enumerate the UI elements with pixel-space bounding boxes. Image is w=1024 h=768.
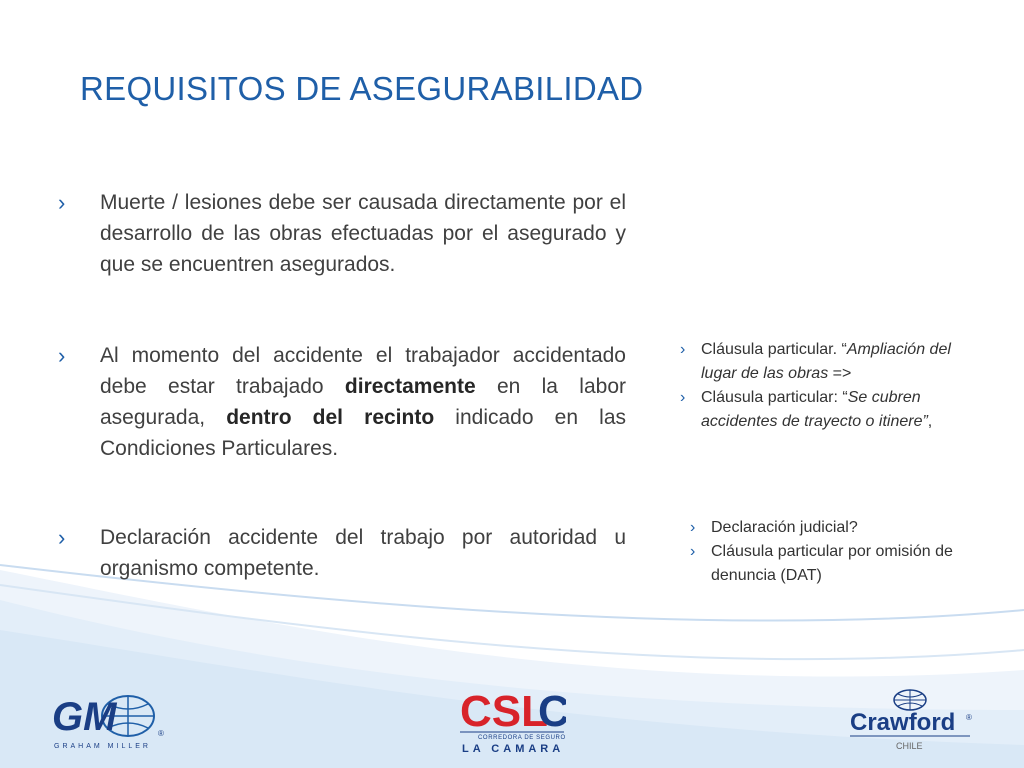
bullet-text-part: en la labor asegurada, bbox=[100, 375, 626, 429]
side-note-text: Cláusula particular. “ bbox=[701, 341, 847, 358]
bullet-text-part: Muerte / lesiones debe ser causada directamente por el desarrollo de las obras efectuadas por el asegurado y que se encuentren asegurados. bbox=[100, 191, 626, 276]
side-note-text: Cláusula particular por omisión de denuncia (DAT) bbox=[711, 543, 953, 584]
bullet-marker: › bbox=[690, 543, 696, 560]
bullet-marker: › bbox=[690, 519, 696, 536]
bullet-text bbox=[100, 187, 626, 280]
crawford-mark: Crawford bbox=[850, 709, 956, 736]
bullet-text-bold: dentro del recinto bbox=[226, 406, 435, 429]
bullet-marker: › bbox=[680, 389, 686, 406]
bullet-text bbox=[100, 522, 626, 584]
cslc-caption: LA CAMARA bbox=[462, 743, 565, 755]
bullet-marker: › bbox=[58, 343, 66, 368]
cslc-logo-mark bbox=[460, 686, 566, 756]
globe-icon bbox=[50, 692, 170, 752]
side-note-tail: , bbox=[927, 413, 933, 430]
bullet-item bbox=[58, 187, 626, 280]
side-notes-declaration bbox=[690, 516, 980, 588]
graham-miller-mark: GM bbox=[52, 695, 117, 739]
bullet-marker: › bbox=[58, 525, 66, 550]
cslc-mark-red: CSL bbox=[460, 687, 548, 736]
crawford-caption: CHILE bbox=[896, 741, 923, 751]
crawford-logo bbox=[848, 688, 978, 754]
slide-title: REQUISITOS DE ASEGURABILIDAD bbox=[80, 70, 644, 107]
cslc-mark-blue: C bbox=[538, 687, 566, 736]
bullet-item bbox=[58, 522, 626, 584]
side-note-text: Cláusula particular: “ bbox=[701, 389, 848, 406]
cslc-la-camara-logo bbox=[460, 686, 566, 756]
crawford-logo-mark bbox=[848, 688, 978, 754]
side-note-item bbox=[690, 516, 980, 540]
graham-miller-caption: GRAHAM MILLER bbox=[54, 743, 151, 750]
registered-mark: ® bbox=[966, 713, 972, 722]
side-note-italic: Se cubren accidentes de trayecto o itinere” bbox=[701, 389, 928, 430]
bullet-text bbox=[100, 340, 626, 464]
side-note-tail: => bbox=[828, 365, 852, 382]
bullet-text-bold: directamente bbox=[344, 375, 476, 398]
graham-miller-logo bbox=[50, 692, 170, 752]
cslc-subtitle: CORREDORA DE SEGUROS bbox=[478, 735, 566, 741]
side-notes-clauses bbox=[680, 338, 980, 434]
side-note-italic: Ampliación del lugar de las obras bbox=[701, 341, 951, 382]
bullet-text-part: Declaración accidente del trabajo por autoridad u organismo competente. bbox=[100, 526, 626, 580]
bullet-text-part: indicado en las Condiciones Particulares. bbox=[100, 406, 626, 460]
bullet-marker: › bbox=[680, 341, 686, 358]
side-note-item bbox=[680, 386, 980, 434]
bullet-text-part: Al momento del accidente el trabajador accidentado debe estar trabajado bbox=[100, 344, 626, 398]
bullet-marker: › bbox=[58, 190, 66, 215]
side-note-text: Declaración judicial? bbox=[711, 519, 858, 536]
bullet-item bbox=[58, 340, 626, 464]
side-note-item bbox=[680, 338, 980, 386]
registered-mark: ® bbox=[158, 729, 164, 738]
side-note-item bbox=[690, 540, 980, 588]
